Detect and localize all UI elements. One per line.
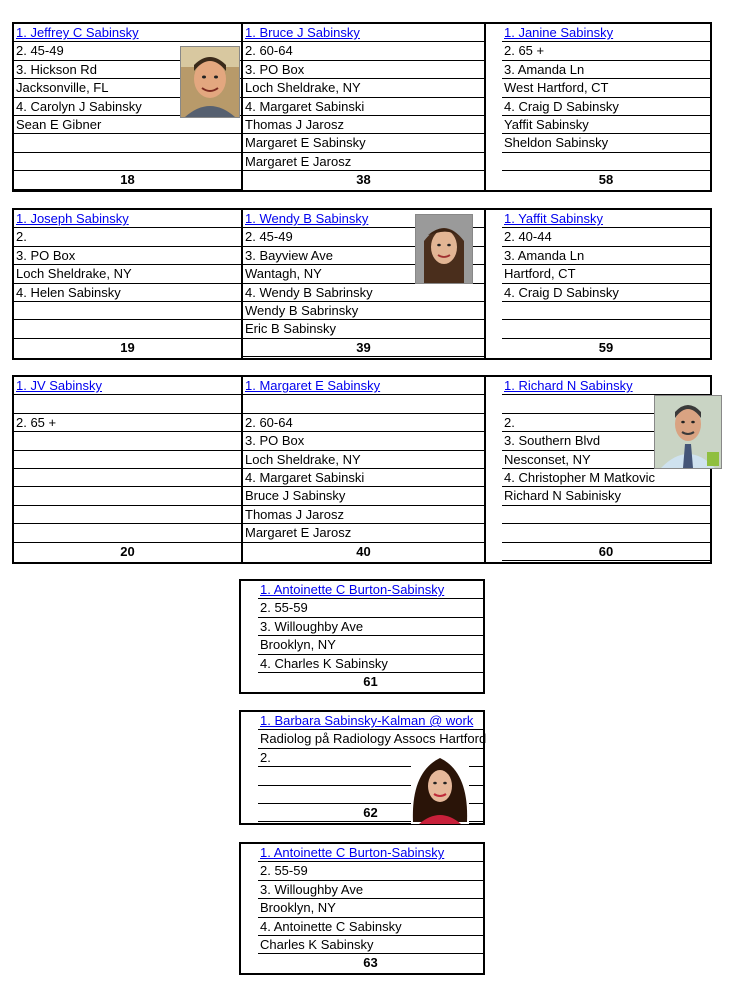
record-line: 2. 60-64 bbox=[243, 414, 484, 432]
record-card bbox=[14, 377, 241, 561]
record-line: 2. 55-59 bbox=[258, 599, 483, 617]
record-card bbox=[486, 377, 710, 561]
man-headshot-photo bbox=[180, 46, 240, 118]
record-card bbox=[243, 377, 484, 561]
record-line: 2. 45-49 bbox=[14, 42, 241, 60]
record-line: Hartford, CT bbox=[502, 265, 710, 283]
record-line bbox=[14, 320, 241, 338]
card-group-row-1 bbox=[12, 22, 712, 192]
record-line: Sean E Gibner bbox=[14, 116, 241, 134]
record-line: Yaffit Sabinsky bbox=[502, 116, 710, 134]
record-line: 3. PO Box bbox=[14, 247, 241, 265]
record-line: 2. bbox=[258, 749, 483, 767]
person-name-link[interactable]: 1. Antoinette C Burton-Sabinsky bbox=[260, 582, 445, 597]
record-line bbox=[502, 524, 710, 542]
record-line: 2. bbox=[502, 414, 710, 432]
record-card bbox=[239, 710, 485, 825]
record-line: 2. 60-64 bbox=[243, 42, 484, 60]
person-name-link[interactable]: 1. Antoinette C Burton-Sabinsky bbox=[260, 845, 445, 860]
record-line: 2. 40-44 bbox=[502, 228, 710, 246]
record-card bbox=[14, 24, 241, 190]
person-name-link[interactable]: 1. Richard N Sabinsky bbox=[504, 378, 633, 393]
record-line: 2. 65 + bbox=[502, 42, 710, 60]
record-line: Wantagh, NY bbox=[243, 265, 484, 283]
record-card bbox=[486, 210, 710, 357]
record-line: Radiolog på Radiology Assocs Hartford bbox=[258, 730, 483, 748]
card-group-row-3 bbox=[12, 375, 712, 564]
record-card bbox=[239, 842, 485, 975]
record-line: Charles K Sabinsky bbox=[258, 936, 483, 954]
record-line: 4. Christopher M Matkovic bbox=[502, 469, 710, 487]
record-line: West Hartford, CT bbox=[502, 79, 710, 97]
record-line: 3. Hickson Rd bbox=[14, 61, 241, 79]
record-number: 39 bbox=[243, 339, 484, 357]
record-line bbox=[502, 506, 710, 524]
record-number: 62 bbox=[258, 804, 483, 822]
record-number: 63 bbox=[363, 955, 378, 971]
record-line bbox=[14, 524, 241, 542]
record-line bbox=[14, 395, 241, 413]
record-line bbox=[243, 395, 484, 413]
record-number: 20 bbox=[120, 543, 135, 559]
record-line: 4. Antoinette C Sabinsky bbox=[258, 918, 483, 936]
record-line: 2. 45-49 bbox=[243, 228, 484, 246]
record-line: 4. Helen Sabinsky bbox=[14, 284, 241, 302]
person-name-link[interactable]: 1. JV Sabinsky bbox=[16, 378, 102, 393]
record-line: Wendy B Sabrinsky bbox=[243, 302, 484, 320]
record-line: 4. Margaret Sabinski bbox=[243, 98, 484, 116]
record-line: 3. Willoughby Ave bbox=[258, 881, 483, 899]
person-name-link[interactable]: 1. Yaffit Sabinsky bbox=[504, 211, 604, 226]
record-number: 59 bbox=[598, 339, 614, 355]
record-line bbox=[502, 320, 710, 338]
man-headshot-tie-photo bbox=[654, 395, 722, 469]
record-line: 3. Willoughby Ave bbox=[258, 618, 483, 636]
record-line: 4. Margaret Sabinski bbox=[243, 469, 484, 487]
person-name-link[interactable]: 1. Wendy B Sabinsky bbox=[245, 211, 369, 226]
record-line: Sheldon Sabinsky bbox=[502, 134, 710, 152]
record-line bbox=[14, 432, 241, 450]
record-number: 40 bbox=[356, 543, 371, 559]
record-number: 61 bbox=[363, 673, 378, 689]
record-number: 60 bbox=[502, 543, 710, 561]
record-line: Margaret E Jarosz bbox=[243, 524, 484, 542]
record-number: 19 bbox=[120, 339, 135, 355]
record-line bbox=[14, 302, 241, 320]
record-line: 3. Southern Blvd bbox=[502, 432, 710, 450]
record-line: Loch Sheldrake, NY bbox=[243, 79, 484, 97]
record-line: Loch Sheldrake, NY bbox=[14, 265, 241, 283]
record-line: Margaret E Sabinsky bbox=[243, 134, 484, 152]
record-line bbox=[14, 451, 241, 469]
record-number: 58 bbox=[598, 172, 614, 188]
record-line bbox=[502, 302, 710, 320]
record-card bbox=[243, 24, 484, 190]
record-line bbox=[14, 153, 241, 171]
record-line: Loch Sheldrake, NY bbox=[243, 451, 484, 469]
record-number: 18 bbox=[14, 171, 241, 189]
card-group-row-2 bbox=[12, 208, 712, 360]
record-line bbox=[14, 134, 241, 152]
record-line bbox=[14, 487, 241, 505]
record-card bbox=[486, 24, 710, 190]
record-line bbox=[14, 506, 241, 524]
person-name-link[interactable]: 1. Barbara Sabinsky-Kalman @ work bbox=[260, 713, 474, 728]
woman-headshot-photo bbox=[415, 214, 473, 284]
record-line: 2. bbox=[14, 228, 241, 246]
record-line: Brooklyn, NY bbox=[258, 636, 483, 654]
record-line: Richard N Sabinisky bbox=[502, 487, 710, 505]
record-number: 38 bbox=[356, 172, 371, 188]
record-line: Thomas J Jarosz bbox=[243, 116, 484, 134]
record-line: Thomas J Jarosz bbox=[243, 506, 484, 524]
record-line: 3. Amanda Ln bbox=[502, 61, 710, 79]
record-line: 3. PO Box bbox=[243, 432, 484, 450]
record-line: 4. Craig D Sabinsky bbox=[502, 284, 710, 302]
record-line: 3. Bayview Ave bbox=[243, 247, 484, 265]
record-line: 4. Charles K Sabinsky bbox=[258, 655, 483, 673]
record-line: Eric B Sabinsky bbox=[243, 320, 484, 338]
record-line: Jacksonville, FL bbox=[14, 79, 241, 97]
record-line: 2. 65 + bbox=[14, 414, 241, 432]
record-line: 3. Amanda Ln bbox=[502, 247, 710, 265]
person-name-link[interactable]: 1. Margaret E Sabinsky bbox=[245, 378, 381, 393]
record-line: 4. Wendy B Sabrinsky bbox=[243, 284, 484, 302]
person-name-link[interactable]: 1. Janine Sabinsky bbox=[504, 25, 614, 40]
person-name-link[interactable]: 1. Joseph Sabinsky bbox=[16, 211, 129, 226]
record-line bbox=[502, 153, 710, 171]
record-card bbox=[239, 579, 485, 694]
record-line: 2. 55-59 bbox=[258, 862, 483, 880]
woman-portrait-photo bbox=[411, 752, 469, 824]
record-line: Brooklyn, NY bbox=[258, 899, 483, 917]
person-name-link[interactable]: 1. Jeffrey C Sabinsky bbox=[16, 25, 139, 40]
record-line: Bruce J Sabinsky bbox=[243, 487, 484, 505]
record-line: 4. Carolyn J Sabinsky bbox=[14, 98, 241, 116]
record-line: 3. PO Box bbox=[243, 61, 484, 79]
record-line: Margaret E Jarosz bbox=[243, 153, 484, 171]
record-card bbox=[243, 210, 484, 357]
record-card bbox=[14, 210, 241, 357]
record-line: Nesconset, NY bbox=[502, 451, 710, 469]
record-line bbox=[14, 469, 241, 487]
record-line: 4. Craig D Sabinsky bbox=[502, 98, 710, 116]
person-name-link[interactable]: 1. Bruce J Sabinsky bbox=[245, 25, 360, 40]
